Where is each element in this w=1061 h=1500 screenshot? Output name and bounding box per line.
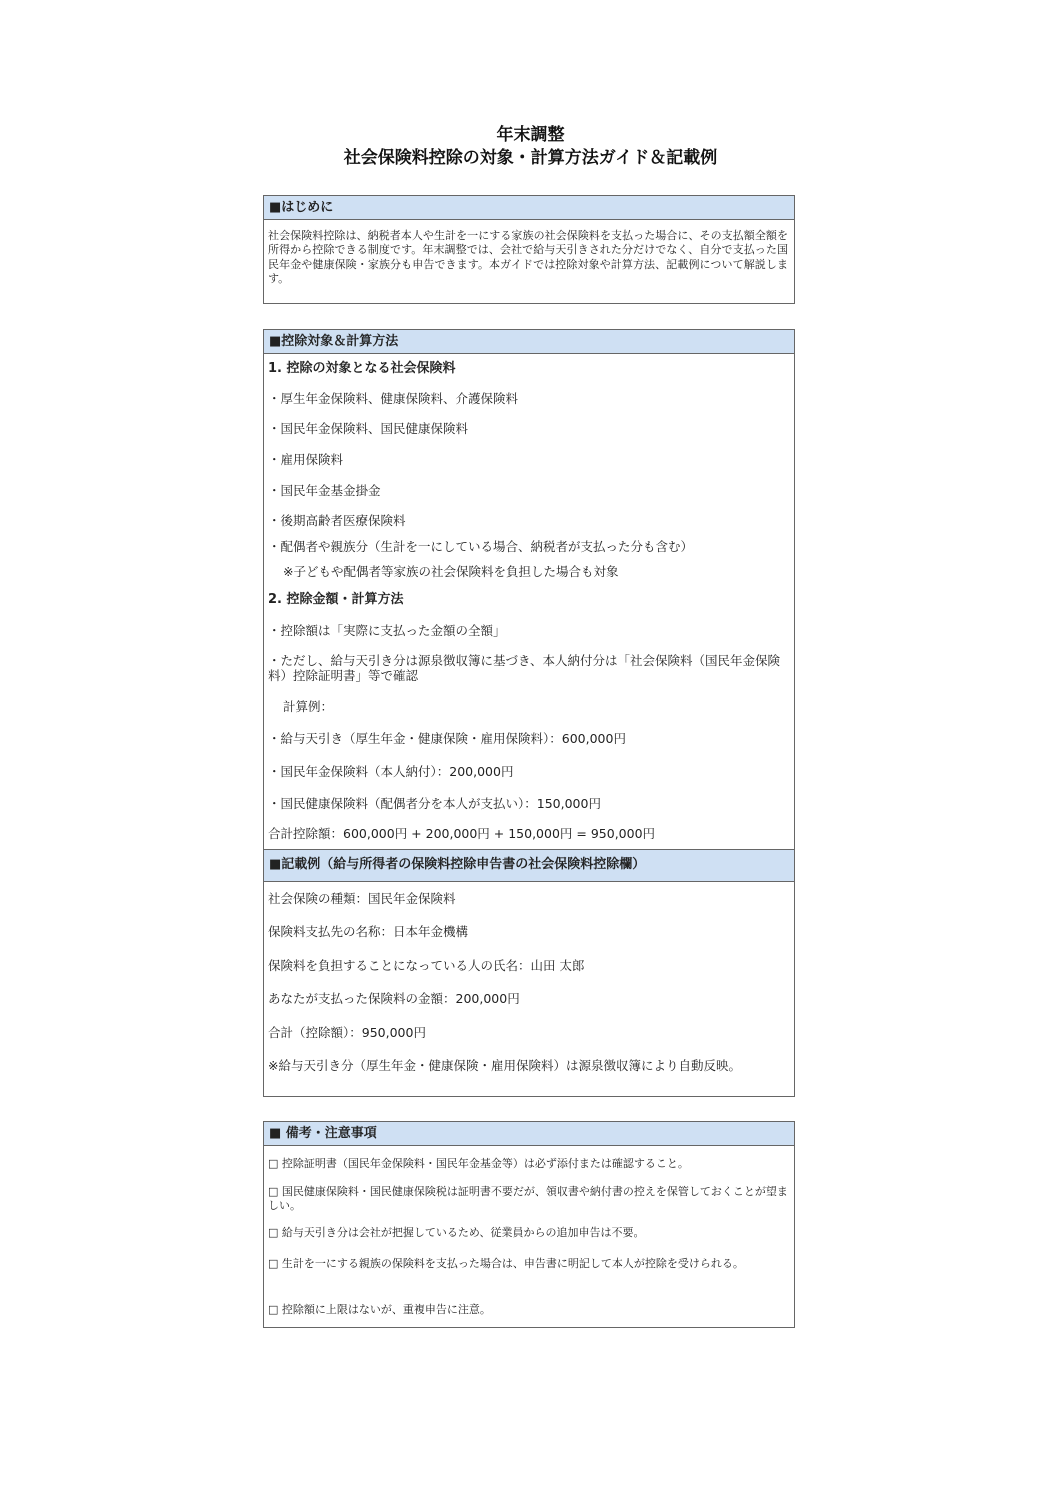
intro-body: 社会保険料控除は、納税者本人や生計を一にする家族の社会保険料を支払った場合に、その支払額全額を所得から控除できる制度です。年末調整では、会社で給与天引きされた分だけでなく、自分で支払った国民年金や健康保険・家族分も申告できます。本ガイドでは控除対象や計算方法、記載例について解説します。 — [268, 229, 788, 285]
notes-header: ■ 備考・注意事項 — [264, 1122, 794, 1146]
target-item: ・雇用保険料 — [268, 452, 344, 467]
note-item: □ 控除額に上限はないが、重複申告に注意。 — [268, 1303, 491, 1316]
example-form-section — [264, 849, 794, 1073]
intro-header: ■はじめに — [264, 196, 794, 220]
calc-total: 合計控除額：600,000円 + 200,000円 + 150,000円 = 950,000円 — [268, 826, 656, 841]
form-row: 保険料支払先の名称：日本年金機構 — [268, 924, 469, 939]
example-item: ・国民年金保険料（本人納付）：200,000円 — [268, 764, 514, 779]
section2-title: 2. 控除金額・計算方法 — [268, 592, 404, 607]
target-item: ・厚生年金保険料、健康保険料、介護保険料 — [268, 391, 519, 406]
target-item: ・国民年金基金掛金 — [268, 483, 381, 498]
form-note: ※給与天引き分（厚生年金・健康保険・雇用保険料）は源泉徴収簿により自動反映。 — [268, 1058, 741, 1073]
intro-section — [263, 195, 795, 304]
example-item: ・国民健康保険料（配偶者分を本人が支払い）：150,000円 — [268, 796, 601, 811]
target-item: ・国民年金保険料、国民健康保険料 — [268, 421, 469, 436]
example-item: ・給与天引き（厚生年金・健康保険・雇用保険料）：600,000円 — [268, 731, 626, 746]
form-row: 社会保険の種類：国民年金保険料 — [268, 891, 456, 906]
target-item: ・後期高齢者医療保険料 — [268, 513, 406, 528]
title-line-1: 年末調整 — [496, 125, 565, 145]
confirm-rule: ・ただし、給与天引き分は源泉徴収簿に基づき、本人納付分は「社会保険料（国民年金保険料）控除証明書」等で確認 — [268, 653, 781, 683]
example-label: 計算例： — [283, 699, 334, 714]
note-item: □ 生計を一にする親族の保険料を支払った場合は、申告書に明記して本人が控除を受けられる。 — [268, 1257, 744, 1270]
section1-title: 1. 控除の対象となる社会保険料 — [268, 361, 456, 376]
form-row: あなたが支払った保険料の金額：200,000円 — [268, 991, 520, 1006]
calc-section — [263, 329, 795, 1097]
targets-note: ※子どもや配偶者等家族の社会保険料を負担した場合も対象 — [283, 564, 619, 579]
notes-section — [263, 1121, 795, 1328]
note-item: □ 控除証明書（国民年金保険料・国民年金基金等）は必ず添付または確認すること。 — [268, 1157, 689, 1170]
page-title — [0, 124, 1061, 170]
amount-rule: ・控除額は「実際に支払った金額の全額」 — [268, 623, 506, 638]
note-item: □ 国民健康保険料・国民健康保険税は証明書不要だが、領収書や納付書の控えを保管しておくことが望ましい。 — [268, 1185, 788, 1212]
example-form-header: ■記載例（給与所得者の保険料控除申告書の社会保険料控除欄） — [264, 849, 794, 882]
note-item: □ 給与天引き分は会社が把握しているため、従業員からの追加申告は不要。 — [268, 1226, 645, 1239]
form-row: 保険料を負担することになっている人の氏名：山田 太郎 — [268, 958, 585, 973]
calc-header: ■控除対象＆計算方法 — [264, 330, 794, 354]
title-line-2: 社会保険料控除の対象・計算方法ガイド＆記載例 — [343, 148, 718, 168]
target-item: ・配偶者や親族分（生計を一にしている場合、納税者が支払った分も含む） — [268, 539, 694, 554]
form-row: 合計（控除額）：950,000円 — [268, 1025, 426, 1040]
